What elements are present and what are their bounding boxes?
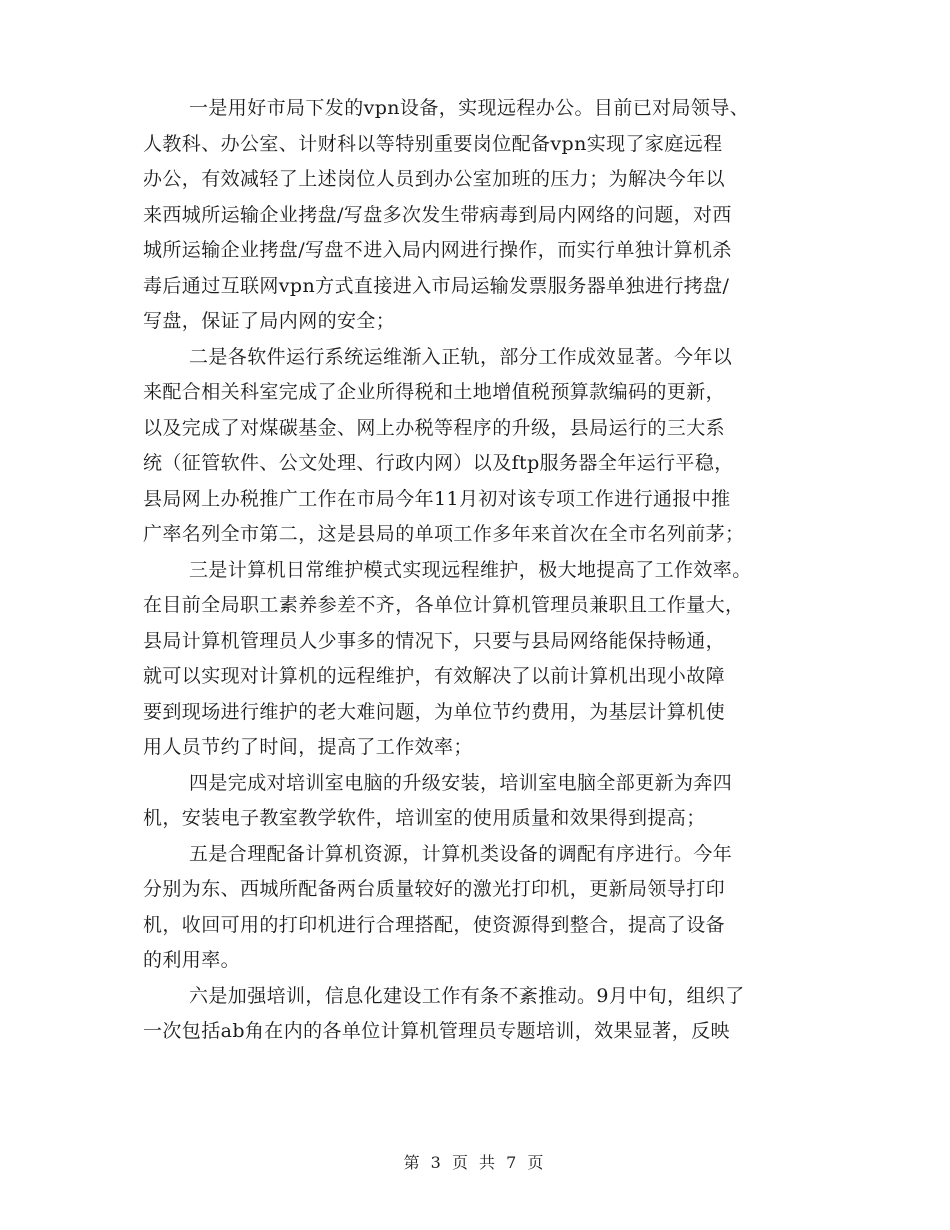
text-line: 在目前全局职工素养参差不齐，各单位计算机管理员兼职且工作量大， (143, 594, 745, 616)
paragraph-1 (143, 91, 803, 340)
text-line: 用人员节约了时间，提高了工作效率； (143, 736, 473, 758)
text-line: 四是完成对培训室电脑的升级安装，培训室电脑全部更新为奔四 (189, 771, 733, 794)
text-line: 机，收回可用的打印机进行合理搭配，使资源得到整合，提高了设备 (143, 913, 726, 936)
text-line: 就可以实现对计算机的远程维护，有效解决了以前计算机出现小故障 (143, 665, 726, 687)
text-line: 写盘，保证了局内网的安全； (143, 310, 396, 332)
text-line: 分别为东、西城所配备两台质量较好的激光打印机，更新局领导打印 (143, 878, 726, 900)
text-line: 统（征管软件、公文处理、行政内网）以及ftp服务器全年运行平稳， (143, 452, 734, 474)
text-line: 二是各软件运行系统运维渐入正轨，部分工作成效显著。今年以 (189, 345, 733, 368)
text-line: 毒后通过互联网vpn方式直接进入市局运输发票服务器单独进行拷盘/ (143, 274, 730, 297)
paragraph-5 (143, 837, 803, 979)
document-body (143, 91, 803, 1050)
text-line: 办公，有效减轻了上述岗位人员到办公室加班的压力；为解决今年以 (143, 168, 726, 190)
paragraph-2 (143, 340, 803, 553)
text-line: 来配合相关科室完成了企业所得税和土地增值税预算款编码的更新， (143, 381, 726, 403)
text-line: 城所运输企业拷盘/写盘不进入局内网进行操作，而实行单独计算机杀 (143, 239, 732, 261)
text-line: 人教科、办公室、计财科以等特别重要岗位配备vpn实现了家庭远程 (143, 132, 723, 155)
paragraph-3 (143, 553, 803, 766)
text-line: 六是加强培训，信息化建设工作有条不紊推动。9月中旬，组织了 (189, 984, 745, 1007)
text-line: 的利用率。 (143, 949, 241, 971)
paragraph-6 (143, 979, 803, 1050)
text-line: 三是计算机日常维护模式实现远程维护，极大地提高了工作效率。 (189, 558, 752, 581)
paragraph-4 (143, 766, 803, 837)
page-number-footer: 第 3 页 共 7 页 (403, 1153, 547, 1172)
text-line: 广率名列全市第二，这是县局的单项工作多年来首次在全市名列前茅； (143, 523, 745, 545)
text-line: 县局计算机管理员人少事多的情况下，只要与县局网络能保持畅通， (143, 629, 726, 652)
text-line: 一是用好市局下发的vpn设备，实现远程办公。目前已对局领导、 (189, 97, 750, 119)
text-line: 县局网上办税推广工作在市局今年11月初对该专项工作进行通报中推 (143, 487, 731, 510)
text-line: 五是合理配备计算机资源，计算机类设备的调配有序进行。今年 (189, 842, 733, 865)
text-line: 机，安装电子教室教学软件，培训室的使用质量和效果得到提高； (143, 807, 706, 829)
text-line: 要到现场进行维护的老大难问题，为单位节约费用，为基层计算机使 (143, 700, 726, 723)
text-line: 以及完成了对煤碳基金、网上办税等程序的升级，县局运行的三大系 (143, 416, 726, 439)
text-line: 来西城所运输企业拷盘/写盘多次发生带病毒到局内网络的问题，对西 (143, 203, 732, 226)
text-line: 一次包括ab角在内的各单位计算机管理员专题培训，效果显著，反映 (143, 1020, 730, 1042)
